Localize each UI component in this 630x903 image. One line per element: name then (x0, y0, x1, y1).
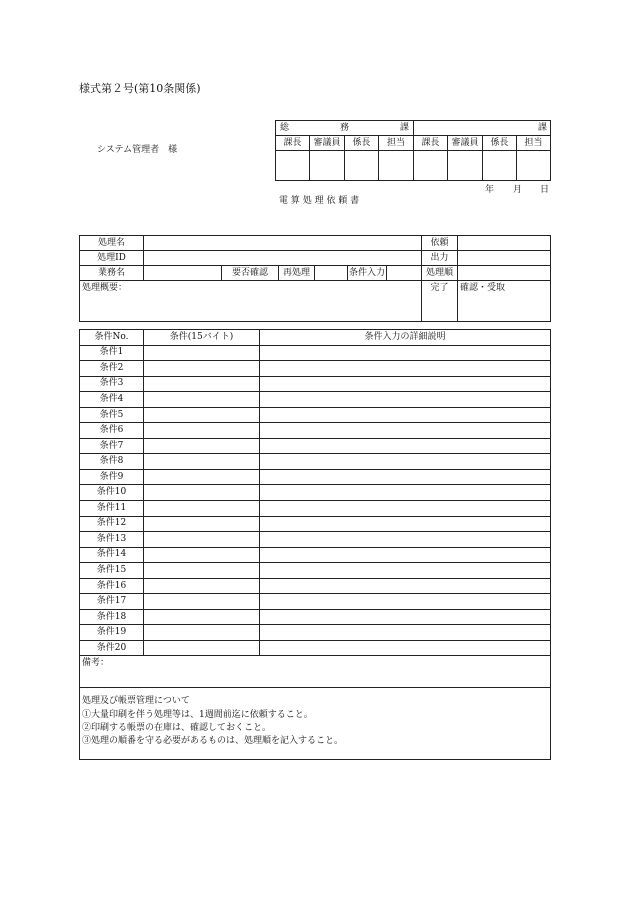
addressee: システム管理者 様 (97, 145, 178, 155)
condition-row (80, 501, 551, 517)
stamp-box[interactable] (517, 151, 551, 181)
condition-detail-field[interactable] (260, 361, 551, 377)
condition-value-field[interactable] (144, 547, 260, 563)
condition-no-cell: 条件16 (80, 578, 144, 594)
role-label: 係長 (345, 136, 379, 151)
role-label: 課長 (414, 136, 448, 151)
summary-field[interactable] (80, 281, 422, 322)
process-name-field[interactable] (144, 236, 422, 251)
condition-no-cell: 条件15 (80, 563, 144, 579)
processing-order-field[interactable] (458, 266, 551, 281)
condition-no-cell: 条件3 (80, 376, 144, 392)
date-month: 月 (513, 185, 523, 195)
stamp-box[interactable] (448, 151, 483, 181)
confirm-receive-label: 確認・受取 (458, 281, 551, 322)
processing-order-label: 処理順 (422, 266, 458, 281)
condition-row (80, 423, 551, 439)
condition-detail-field[interactable] (260, 532, 551, 548)
condition-no-cell: 条件1 (80, 345, 144, 361)
stamp-box[interactable] (310, 151, 345, 181)
condition-detail-field[interactable] (260, 345, 551, 361)
role-label: 係長 (483, 136, 517, 151)
dept-general-affairs: 総 務 課 (276, 121, 414, 136)
condition-value-field[interactable] (144, 501, 260, 517)
condition-detail-field[interactable] (260, 501, 551, 517)
dept-second: 課 (414, 121, 551, 136)
condition-detail-field[interactable] (260, 438, 551, 454)
condition-row (80, 392, 551, 408)
condition-row (80, 578, 551, 594)
condition-input-label: 条件入力 (348, 266, 387, 281)
condition-no-cell: 条件5 (80, 407, 144, 423)
stamp-box[interactable] (379, 151, 414, 181)
condition-value-field[interactable] (144, 532, 260, 548)
header-condition-no: 条件No. (80, 330, 144, 346)
condition-detail-field[interactable] (260, 594, 551, 610)
complete-label: 完了 (422, 281, 458, 322)
condition-value-field[interactable] (144, 609, 260, 625)
condition-value-field[interactable] (144, 485, 260, 501)
condition-value-field[interactable] (144, 516, 260, 532)
condition-detail-field[interactable] (260, 609, 551, 625)
business-name-field[interactable] (144, 266, 222, 281)
condition-value-field[interactable] (144, 578, 260, 594)
role-label: 審議員 (448, 136, 483, 151)
process-id-label: 処理ID (80, 251, 144, 266)
reprocess-label: 再処理 (279, 266, 315, 281)
stamp-box[interactable] (276, 151, 310, 181)
condition-value-field[interactable] (144, 345, 260, 361)
condition-detail-field[interactable] (260, 423, 551, 439)
summary-label: 処理概要： (82, 283, 128, 293)
approval-table (275, 120, 551, 181)
condition-row (80, 563, 551, 579)
condition-row (80, 516, 551, 532)
condition-value-field[interactable] (144, 454, 260, 470)
condition-value-field[interactable] (144, 563, 260, 579)
condition-value-field[interactable] (144, 594, 260, 610)
condition-value-field[interactable] (144, 469, 260, 485)
condition-row (80, 625, 551, 641)
conditions-table (79, 329, 551, 760)
note-item: ②印刷する帳票の在庫は、確認しておくこと。 (82, 722, 272, 733)
stamp-box[interactable] (483, 151, 517, 181)
notes-title: 処理及び帳票管理について (82, 696, 190, 707)
condition-detail-field[interactable] (260, 625, 551, 641)
condition-detail-field[interactable] (260, 469, 551, 485)
condition-row (80, 609, 551, 625)
role-label: 担当 (379, 136, 414, 151)
condition-value-field[interactable] (144, 407, 260, 423)
condition-no-cell: 条件11 (80, 501, 144, 517)
condition-row (80, 594, 551, 610)
header-condition-detail: 条件入力の詳細説明 (260, 330, 551, 346)
request-field[interactable] (458, 236, 551, 251)
condition-no-cell: 条件13 (80, 532, 144, 548)
required-label: 要否確認 (222, 266, 279, 281)
condition-row (80, 438, 551, 454)
process-name-label: 処理名 (80, 236, 144, 251)
condition-detail-field[interactable] (260, 563, 551, 579)
remarks-label: 備考： (82, 658, 110, 669)
condition-no-cell: 条件18 (80, 609, 144, 625)
process-info-table (79, 235, 551, 322)
condition-no-cell: 条件12 (80, 516, 144, 532)
output-field[interactable] (458, 251, 551, 266)
note-item: ①大量印刷を伴う処理等は、1週間前迄に依頼すること。 (82, 709, 313, 720)
date-day: 日 (540, 185, 550, 195)
condition-row (80, 376, 551, 392)
condition-input-field[interactable] (387, 266, 422, 281)
condition-detail-field[interactable] (260, 454, 551, 470)
condition-row (80, 485, 551, 501)
condition-value-field[interactable] (144, 423, 260, 439)
condition-row (80, 361, 551, 377)
condition-row (80, 469, 551, 485)
condition-value-field[interactable] (144, 392, 260, 408)
condition-row (80, 407, 551, 423)
condition-row (80, 640, 551, 656)
condition-value-field[interactable] (144, 361, 260, 377)
condition-no-cell: 条件2 (80, 361, 144, 377)
form-number: 様式第２号(第10条関係) (79, 82, 201, 95)
header-condition-value: 条件(15バイト) (144, 330, 260, 346)
note-item: ③処理の順番を守る必要があるものは、処理順を記入すること。 (82, 735, 344, 746)
condition-no-cell: 条件17 (80, 594, 144, 610)
role-label: 担当 (517, 136, 551, 151)
condition-row (80, 547, 551, 563)
condition-detail-field[interactable] (260, 392, 551, 408)
condition-row (80, 454, 551, 470)
condition-detail-field[interactable] (260, 640, 551, 656)
process-id-field[interactable] (144, 251, 422, 266)
condition-row (80, 345, 551, 361)
request-label: 依頼 (422, 236, 458, 251)
condition-row (80, 532, 551, 548)
condition-value-field[interactable] (144, 376, 260, 392)
condition-no-cell: 条件14 (80, 547, 144, 563)
condition-detail-field[interactable] (260, 547, 551, 563)
condition-no-cell: 条件7 (80, 438, 144, 454)
condition-no-cell: 条件4 (80, 392, 144, 408)
condition-detail-field[interactable] (260, 407, 551, 423)
condition-value-field[interactable] (144, 640, 260, 656)
condition-no-cell: 条件20 (80, 640, 144, 656)
date-year: 年 (485, 185, 495, 195)
condition-no-cell: 条件6 (80, 423, 144, 439)
remarks-field[interactable] (80, 656, 551, 688)
output-label: 出力 (422, 251, 458, 266)
condition-detail-field[interactable] (260, 485, 551, 501)
condition-value-field[interactable] (144, 438, 260, 454)
role-label: 審議員 (310, 136, 345, 151)
stamp-box[interactable] (414, 151, 448, 181)
condition-no-cell: 条件9 (80, 469, 144, 485)
notes-section (80, 688, 551, 760)
role-label: 課長 (276, 136, 310, 151)
condition-no-cell: 条件19 (80, 625, 144, 641)
condition-detail-field[interactable] (260, 516, 551, 532)
condition-detail-field[interactable] (260, 578, 551, 594)
condition-value-field[interactable] (144, 625, 260, 641)
stamp-box[interactable] (345, 151, 379, 181)
business-name-label: 業務名 (80, 266, 144, 281)
condition-detail-field[interactable] (260, 376, 551, 392)
reprocess-field[interactable] (315, 266, 348, 281)
condition-no-cell: 条件10 (80, 485, 144, 501)
condition-no-cell: 条件8 (80, 454, 144, 470)
doc-title: 電 算 処 理 依 頼 書 (279, 196, 360, 206)
